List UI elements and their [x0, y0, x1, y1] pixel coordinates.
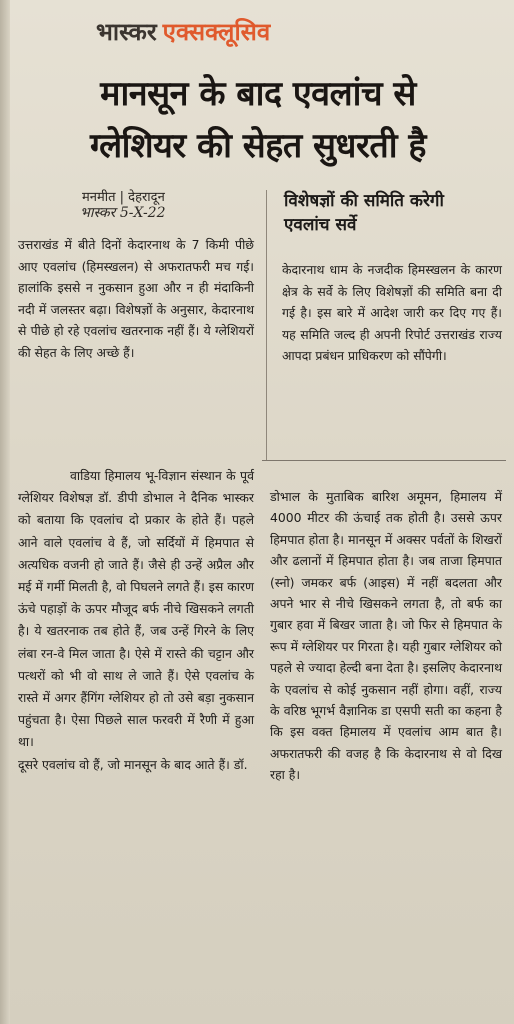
headline-line-2: ग्लेशियर की सेहत सुधरती है	[90, 126, 426, 166]
right-column-main	[270, 486, 502, 786]
page-edge-shadow	[0, 0, 10, 1024]
body-paragraph-1: वाडिया हिमालय भू-विज्ञान संस्थान के पूर्व ग्लेशियर विशेषज्ञ डॉ. डीपी डोभाल ने दैनिक भास्कर को बताया कि एवलांच दो प्रकार के होते हैं। पहले आने वाले एवलांच वे हैं, जो सर्दियों में हिमपात से अत्यधिक वजनी हो जाते हैं। जैसे ही उन्हें अप्रैल और मई में गर्मी मिलती है, वो पिघलने लगते हैं। इस कारण ऊंचे पहाड़ों के ऊपर मौजूद बर्फ नीचे खिसकने लगती है। ये खतरनाक तब होते हैं, जब उन्हें गिरने के लिए लंबा रन-वे मिल जाता है। ऐसे में रास्ते की चट्टान और पत्थरों को भी वो साथ ले जाते हैं। ऐसे एवलांच के रास्ते में अगर हैंगिंग ग्लेशियर हो तो उसे बड़ा नुकसान पहुंचता है। ऐसा पिछले साल फरवरी में रैणी में हुआ था।	[18, 468, 254, 750]
body-paragraph-3: डोभाल के मुताबिक बारिश अमूमन, हिमालय में 4000 मीटर की ऊंचाई तक होती है। उससे ऊपर हिमपात होता है। मानसून में अक्सर पर्वतों के शिखरों और ढलानों में हिमपात होता है। जब ताजा हिमपात (स्नो) जमकर बर्फ (आइस) में नहीं बदलता और अपने भार से नीचे खिसकने लगता है, तो बर्फ का गुबार हवा में बिखर जाता है। जो फिर से हिमपात के रूप में ग्लेशियर पर गिरता है। यही गुबार ग्लेशियर को पहले से ज्यादा हेल्दी बना देता है। इसलिए केदारनाथ के एवलांच से कोई नुकसान नहीं होगा। वहीं, राज्य के वरिष्ठ भूगर्भ वैज्ञानिक डा एसपी सती का कहना है कि इस वक्त हिमालय में एवलांच आम बात है। अफरातफरी की वजह है कि केदारनाथ से वो दिख रहा है।	[270, 489, 502, 783]
committee-paragraph: केदारनाथ धाम के नजदीक हिमस्खलन के कारण क्षेत्र के सर्वे के लिए विशेषज्ञों की समिति बना दी गई है। इस बारे में आदेश जारी कर दिए गए हैं। यह समिति जल्द ही अपनी रिपोर्ट उत्तराखंड राज्य आपदा प्रबंधन प्राधिकरण को सौंपेगी।	[282, 262, 502, 364]
right-column-top	[282, 259, 502, 367]
byline: मनमीत | देहरादून	[82, 190, 165, 205]
column-divider	[266, 190, 267, 460]
masthead	[96, 12, 366, 50]
headline-line-1: मानसून के बाद एवलांच से	[100, 74, 416, 114]
handwritten-date-note: भास्कर 5-X-22	[80, 205, 166, 221]
left-column-main	[18, 465, 254, 776]
headline	[12, 68, 504, 172]
body-paragraph-2: दूसरे एवलांच वो हैं, जो मानसून के बाद आते हैं। डॉ.	[18, 756, 248, 772]
section-divider-line	[262, 460, 506, 461]
brand-main: भास्कर	[96, 17, 157, 46]
committee-subhead: विशेषज्ञों की समिति करेगी एवलांच सर्वे	[284, 191, 444, 235]
intro-paragraph: उत्तराखंड में बीते दिनों केदारनाथ के 7 किमी पीछे आए एवलांच (हिमस्खलन) से अफरातफरी मच गई। हालांकि इससे न नुकसान हुआ और न ही मंदाकिनी नदी में जलस्तर बढ़ा। विशेषज्ञों के अनुसार, केदारनाथ से पीछे हो रहे एवलांच खतरनाक नहीं हैं। ये ग्लेशियरों की सेहत के लिए अच्छे हैं।	[18, 237, 254, 360]
brand-exclusive: एक्सक्लूसिव	[162, 17, 271, 46]
left-column-top	[18, 234, 254, 364]
